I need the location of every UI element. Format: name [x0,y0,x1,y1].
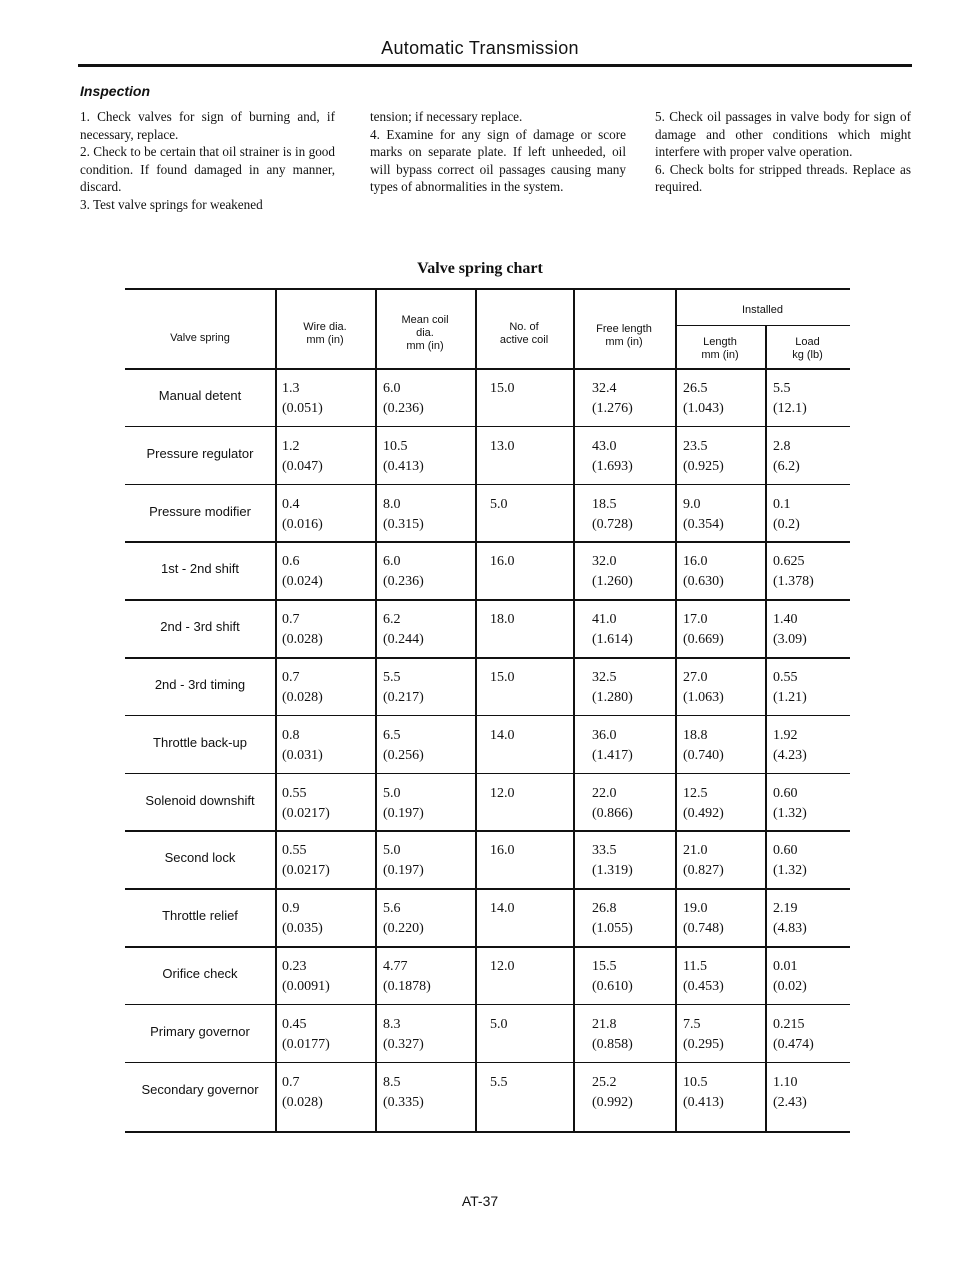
installed-length-cell [683,784,724,824]
valve-spring-name: Throttle relief [162,908,238,924]
installed-length-cell [683,610,724,650]
metric-value: 22.0 [592,785,617,801]
table-bottom-rule [125,1131,850,1133]
active-coil-cell [490,1073,508,1093]
table-row [125,831,850,888]
metric-value: 7.5 [683,1016,701,1032]
chart-title: Valve spring chart [417,260,543,277]
paragraph: 2. Check to be certain that oil strainer is in good condition. If found damaged in any manner, discard. [80,144,335,195]
imperial-value: (0.024) [282,574,323,590]
table-row [125,369,850,426]
active-coil-cell [490,784,515,804]
header-unit: mm (in) [306,334,344,346]
imperial-value: (1.378) [773,574,814,590]
header-unit: mm (in) [605,336,643,348]
imperial-value: (0.925) [683,458,724,474]
header-label: Load [795,336,820,348]
imperial-value: (1.32) [773,863,807,879]
table-row [125,427,850,484]
imperial-value: (0.740) [683,747,724,763]
imperial-value: (0.220) [383,921,424,937]
metric-value: 5.6 [383,901,401,917]
imperial-value: (1.417) [592,747,633,763]
metric-value: 0.215 [773,1016,805,1032]
installed-load-cell [773,495,800,535]
metric-value: 5.0 [383,843,401,859]
free-length-cell [592,552,633,592]
table-row [125,542,850,599]
wire-dia-cell [282,437,323,477]
imperial-value: (0.474) [773,1036,814,1052]
mean-coil-cell [383,1073,424,1113]
valve-spring-name: Primary governor [150,1023,250,1039]
table-row [125,658,850,715]
mean-coil-cell [383,379,424,419]
imperial-value: (1.055) [592,921,633,937]
metric-value: 33.5 [592,843,617,859]
metric-value: 15.5 [592,959,617,974]
wire-dia-cell [282,495,323,535]
imperial-value: (0.197) [383,805,424,821]
valve-spring-name: 1st - 2nd shift [160,561,240,577]
imperial-value: (0.031) [282,747,323,763]
table-row [125,716,850,773]
table-row [125,1063,850,1120]
installed-length-cell [683,668,724,708]
active-coil-cell [490,610,515,630]
mean-coil-cell [383,784,424,824]
active-coil-cell [490,841,515,861]
header-free-length [573,323,675,349]
imperial-value: (12.1) [773,401,807,416]
metric-value: 0.7 [282,612,300,628]
active-coil-cell [490,552,515,572]
header-installed [675,304,850,317]
metric-value: 8.5 [383,1074,401,1090]
mean-coil-cell [383,437,424,477]
imperial-value: (0.0217) [282,805,330,821]
imperial-value: (0.610) [592,979,633,994]
table-row [125,889,850,946]
imperial-value: (0.728) [592,516,633,532]
metric-value: 25.2 [592,1074,617,1090]
metric-value: 6.5 [383,727,401,743]
imperial-value: (0.669) [683,632,724,648]
metric-value: 0.9 [282,901,300,917]
metric-value: 43.0 [592,438,617,454]
header-unit: mm (in) [406,340,444,352]
imperial-value: (2.43) [773,1094,807,1110]
mean-coil-cell [383,668,424,708]
metric-value: 4.77 [383,959,408,974]
paragraph: 5. Check oil passages in valve body for sign of damage and other conditions which might interfere with proper valve operation. [655,109,911,160]
free-length-cell [592,784,633,824]
header-label: active coil [499,334,549,346]
installed-length-cell [683,437,724,477]
imperial-value: (0.295) [683,1036,724,1052]
table-row [125,485,850,542]
metric-value: 0.01 [773,959,798,974]
free-length-cell [592,437,633,477]
metric-value: 0.625 [773,554,805,570]
page-header: Automatic Transmission [381,38,579,58]
metric-value: 1.2 [282,438,300,454]
active-coil-cell [490,379,515,399]
header-label: Free length [596,323,652,335]
imperial-value: (0.051) [282,401,323,416]
free-length-cell [592,726,633,766]
free-length-cell [592,957,633,997]
active-coil-cell [490,495,508,515]
installed-length-cell [683,495,724,535]
installed-length-cell [683,841,724,881]
metric-value: 0.23 [282,959,307,974]
imperial-value: (1.280) [592,690,633,705]
header-length [675,336,765,362]
installed-length-cell [683,1015,724,1055]
table-top-rule [125,288,850,290]
metric-value: 27.0 [683,670,708,685]
metric-value: 10.5 [683,1074,708,1090]
installed-length-cell [683,1073,724,1113]
metric-value: 9.0 [683,496,701,512]
mean-coil-cell [383,1015,424,1055]
metric-value: 6.0 [383,554,401,570]
metric-value: 0.6 [282,554,300,570]
wire-dia-cell [282,726,323,766]
metric-value: 18.5 [592,496,617,512]
mean-coil-cell [383,957,431,997]
installed-load-cell [773,1015,814,1055]
table-row [125,600,850,657]
mean-coil-cell [383,610,424,650]
imperial-value: (0.028) [282,632,323,648]
table-row [125,1005,850,1062]
metric-value: 11.5 [683,959,707,974]
installed-load-cell [773,610,807,650]
header-rule [78,64,912,67]
metric-value: 19.0 [683,901,708,917]
header-label: Wire dia. [303,321,347,333]
mean-coil-cell [383,899,424,939]
imperial-value: (0.354) [683,516,724,532]
imperial-value: (0.0217) [282,863,330,879]
metric-value: 0.8 [282,727,300,743]
paragraph: 3. Test valve springs for weakened [80,196,263,212]
imperial-value: (0.236) [383,401,424,416]
paragraph: 4. Examine for any sign of damage or score marks on separate plate. If left unheeded, oil will bypass correct oil passages causing many types of abnormalities in the system. [370,126,626,195]
imperial-value: (0.413) [683,1094,724,1110]
metric-value: 0.1 [773,496,791,512]
mean-coil-cell [383,726,424,766]
valve-spring-name: Throttle back-up [153,734,247,750]
active-coil-cell [490,726,515,746]
installed-load-cell [773,784,807,824]
metric-value: 32.0 [592,554,617,570]
imperial-value: (0.236) [383,574,424,590]
free-length-cell [592,495,633,535]
installed-length-cell [683,379,724,419]
metric-value: 0.45 [282,1016,307,1032]
metric-value: 10.5 [383,438,408,454]
installed-load-cell [773,552,814,592]
wire-dia-cell [282,957,330,997]
wire-dia-cell [282,552,323,592]
wire-dia-cell [282,784,330,824]
imperial-value: (0.256) [383,747,424,763]
imperial-value: (0.0091) [282,979,330,994]
imperial-value: (1.614) [592,632,633,648]
imperial-value: (0.327) [383,1036,424,1052]
metric-value: 0.60 [773,843,798,859]
metric-value: 12.0 [490,959,515,974]
installed-length-cell [683,552,724,592]
valve-spring-name: Pressure modifier [149,503,251,519]
metric-value: 16.0 [490,843,515,859]
metric-value: 5.0 [490,496,508,512]
metric-value: 14.0 [490,727,515,743]
section-heading: Inspection [80,83,151,99]
imperial-value: (0.2) [773,516,800,532]
imperial-value: (0.1878) [383,979,431,994]
metric-value: 32.4 [592,381,617,396]
installed-length-cell [683,957,724,997]
imperial-value: (6.2) [773,458,800,474]
installed-load-cell [773,668,807,708]
wire-dia-cell [282,668,323,708]
metric-value: 16.0 [683,554,708,570]
table-row [125,774,850,831]
text-column-3 [655,108,911,196]
header-label: Installed [742,304,783,316]
valve-spring-name: 2nd - 3rd shift [160,619,240,635]
active-coil-cell [490,668,515,688]
metric-value: 5.0 [383,785,401,801]
page-number: AT-37 [461,1193,499,1209]
free-length-cell [592,668,633,708]
header-mean-coil [375,314,475,353]
valve-spring-name: Orifice check [162,966,238,981]
wire-dia-cell [282,841,330,881]
metric-value: 5.5 [773,381,791,396]
imperial-value: (0.047) [282,458,323,474]
metric-value: 1.40 [773,612,798,628]
imperial-value: (0.028) [282,1094,323,1110]
metric-value: 32.5 [592,670,617,685]
header-label: No. of [509,321,539,333]
imperial-value: (0.630) [683,574,724,590]
metric-value: 0.7 [282,670,300,685]
imperial-value: (0.197) [383,863,424,879]
metric-value: 0.55 [773,670,798,685]
metric-value: 0.55 [282,843,307,859]
imperial-value: (1.276) [592,401,633,416]
imperial-value: (0.413) [383,458,424,474]
imperial-value: (1.063) [683,690,724,705]
metric-value: 1.10 [773,1074,798,1090]
metric-value: 5.5 [383,670,401,685]
imperial-value: (0.315) [383,516,424,532]
imperial-value: (0.244) [383,632,424,648]
header-valve-spring [125,332,275,345]
installed-load-cell [773,1073,807,1113]
mean-coil-cell [383,552,424,592]
imperial-value: (0.492) [683,805,724,821]
text-column-1 [80,108,335,214]
imperial-value: (0.028) [282,690,323,705]
imperial-value: (0.02) [773,979,807,994]
imperial-value: (3.09) [773,632,807,648]
free-length-cell [592,1073,633,1113]
header-unit: mm (in) [701,349,739,361]
imperial-value: (0.992) [592,1094,633,1110]
metric-value: 1.92 [773,727,798,743]
wire-dia-cell [282,610,323,650]
imperial-value: (0.035) [282,921,323,937]
imperial-value: (1.693) [592,458,633,474]
metric-value: 26.8 [592,901,617,917]
metric-value: 21.8 [592,1016,617,1032]
imperial-value: (4.83) [773,921,807,937]
table-row [125,947,850,1004]
imperial-value: (0.866) [592,805,633,821]
metric-value: 36.0 [592,727,617,743]
imperial-value: (0.827) [683,863,724,879]
installed-load-cell [773,841,807,881]
metric-value: 12.0 [490,785,515,801]
imperial-value: (4.23) [773,747,807,763]
header-wire-dia [275,321,375,347]
imperial-value: (0.748) [683,921,724,937]
metric-value: 0.4 [282,496,300,512]
wire-dia-cell [282,379,323,419]
imperial-value: (1.319) [592,863,633,879]
installed-load-cell [773,379,807,419]
text-column-2 [370,108,626,196]
installed-length-cell [683,899,724,939]
paragraph: tension; if necessary replace. [370,109,523,124]
metric-value: 15.0 [490,381,515,396]
mean-coil-cell [383,495,424,535]
mean-coil-cell [383,841,424,881]
metric-value: 1.3 [282,381,300,396]
installed-separator [675,325,850,326]
metric-value: 17.0 [683,612,708,628]
metric-value: 0.7 [282,1074,300,1090]
metric-value: 5.5 [490,1074,508,1090]
free-length-cell [592,379,633,419]
imperial-value: (1.32) [773,805,807,821]
metric-value: 0.60 [773,785,798,801]
wire-dia-cell [282,1015,330,1055]
active-coil-cell [490,957,515,977]
metric-value: 8.0 [383,496,401,512]
wire-dia-cell [282,899,323,939]
free-length-cell [592,1015,633,1055]
installed-length-cell [683,726,724,766]
installed-load-cell [773,437,800,477]
valve-spring-name: Secondary governor [141,1081,259,1097]
imperial-value: (1.260) [592,574,633,590]
metric-value: 23.5 [683,438,708,454]
wire-dia-cell [282,1073,323,1113]
imperial-value: (0.016) [282,516,323,532]
valve-spring-name: 2nd - 3rd timing [154,677,246,692]
metric-value: 18.0 [490,612,515,628]
metric-value: 6.2 [383,612,401,628]
metric-value: 15.0 [490,670,515,685]
imperial-value: (0.453) [683,979,724,994]
imperial-value: (0.217) [383,690,424,705]
valve-spring-name: Manual detent [158,388,242,403]
metric-value: 6.0 [383,381,401,396]
imperial-value: (1.043) [683,401,724,416]
active-coil-cell [490,1015,508,1035]
installed-load-cell [773,899,807,939]
valve-spring-name: Solenoid downshift [145,792,255,808]
active-coil-cell [490,899,515,919]
header-label: Valve spring [170,332,230,344]
header-unit: kg (lb) [792,349,823,361]
imperial-value: (0.0177) [282,1036,330,1052]
header-active-coil [475,321,573,347]
free-length-cell [592,899,633,939]
metric-value: 2.8 [773,438,791,454]
free-length-cell [592,841,633,881]
metric-value: 2.19 [773,901,798,917]
imperial-value: (0.858) [592,1036,633,1052]
header-label: Mean coil [401,314,449,326]
metric-value: 14.0 [490,901,515,917]
imperial-value: (1.21) [773,690,807,705]
metric-value: 8.3 [383,1016,401,1032]
metric-value: 21.0 [683,843,708,859]
header-label: dia. [416,327,434,339]
metric-value: 0.55 [282,785,307,801]
installed-load-cell [773,957,807,997]
metric-value: 12.5 [683,785,708,801]
metric-value: 16.0 [490,554,515,570]
metric-value: 18.8 [683,727,708,743]
metric-value: 5.0 [490,1016,508,1032]
metric-value: 26.5 [683,381,708,396]
imperial-value: (0.335) [383,1094,424,1110]
header-label: Length [703,336,737,348]
metric-value: 13.0 [490,438,515,454]
active-coil-cell [490,437,515,457]
metric-value: 41.0 [592,612,617,628]
paragraph: 6. Check bolts for stripped threads. Replace as required. [655,161,911,195]
free-length-cell [592,610,633,650]
valve-spring-name: Pressure regulator [146,445,254,461]
installed-load-cell [773,726,807,766]
valve-spring-name: Second lock [164,850,236,866]
header-load [765,336,850,362]
paragraph: 1. Check valves for sign of burning and, if necessary, replace. [80,109,335,142]
